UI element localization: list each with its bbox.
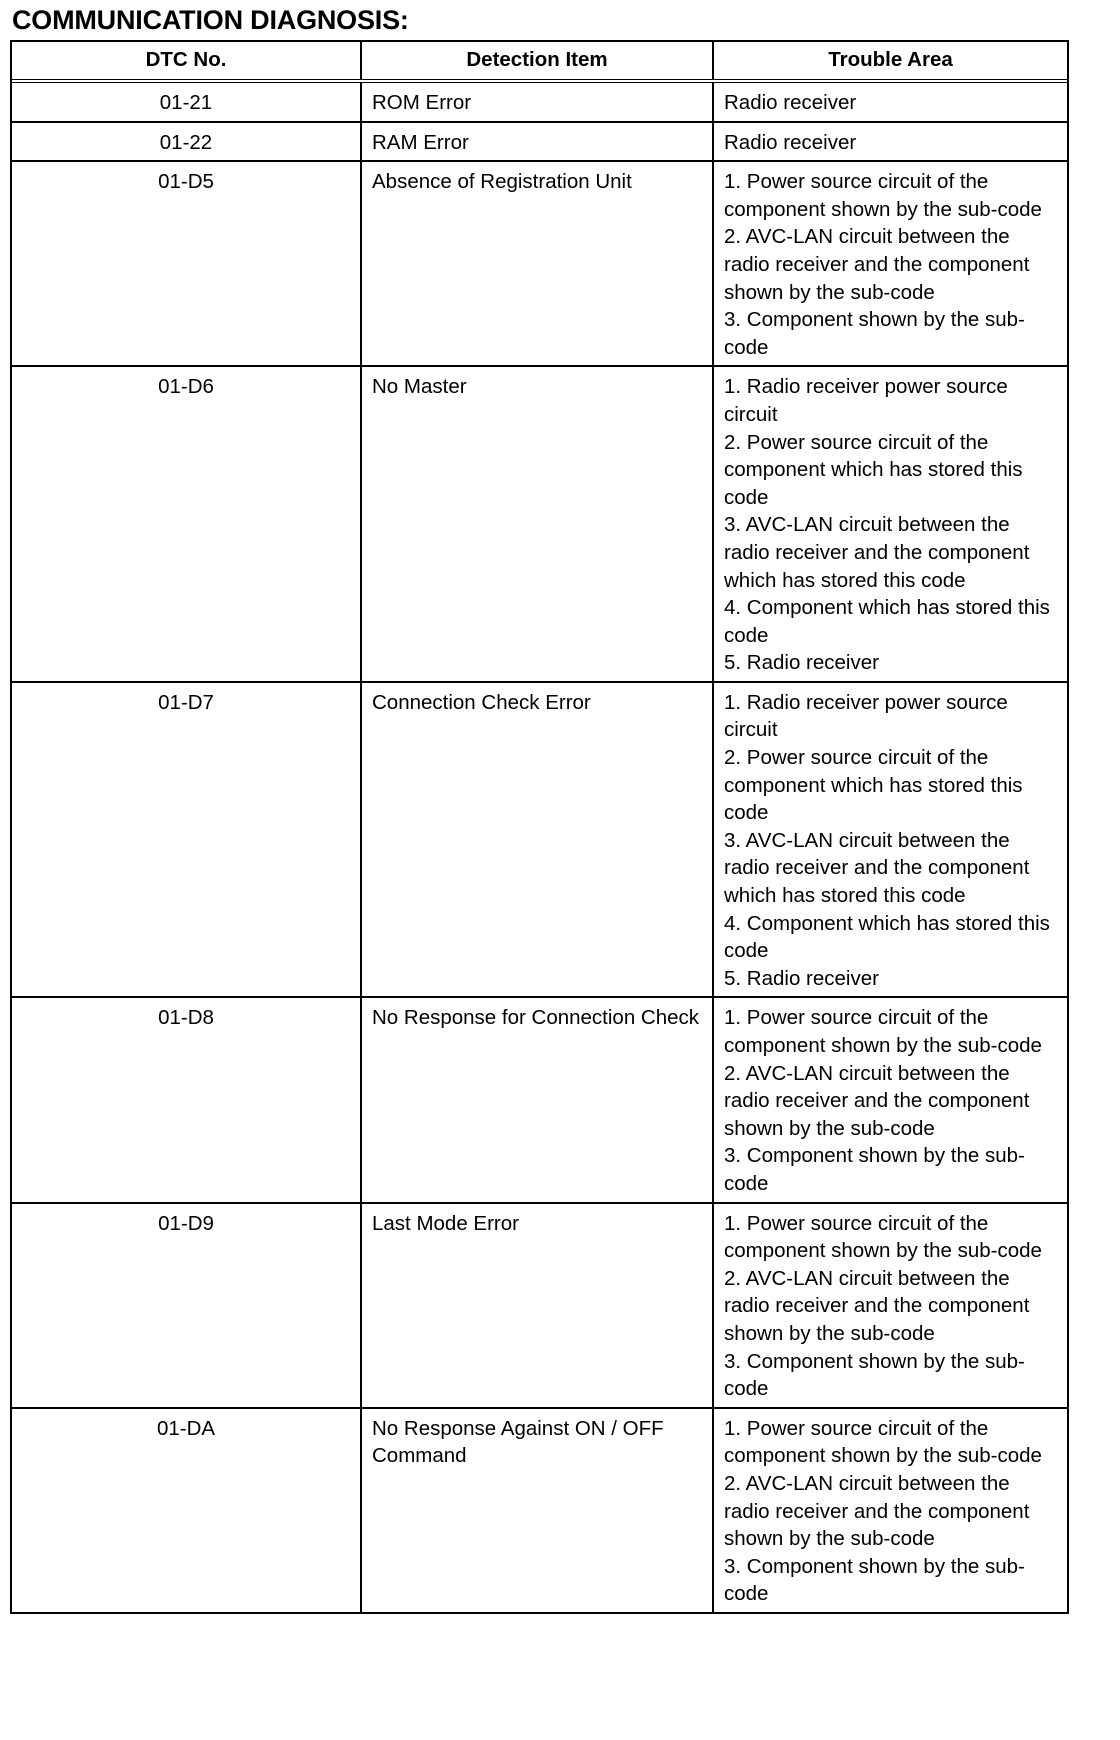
detection-item-cell: No Response for Connection Check [362, 998, 714, 1201]
trouble-area-item: 2. AVC-LAN circuit between the radio receiver and the component shown by the sub-code [724, 1266, 1030, 1345]
trouble-area-item: 3. Component shown by the sub-code [724, 1349, 1025, 1401]
table-header-row [12, 42, 1067, 83]
trouble-area-item: 1. Power source circuit of the component shown by the sub-code [724, 1416, 1042, 1468]
table-body [12, 83, 1067, 1612]
trouble-area-item: 3. Component shown by the sub-code [724, 308, 1025, 359]
trouble-area-item: 3. Component shown by the sub-code [724, 1144, 1025, 1195]
dtc-number-cell: 01-D9 [12, 1204, 362, 1407]
trouble-area-cell [714, 998, 1067, 1201]
header-dtc-no: DTC No. [12, 42, 362, 79]
trouble-area-item: 2. AVC-LAN circuit between the radio receiver and the component shown by the sub-code [724, 1471, 1030, 1551]
trouble-area-item: 5. Radio receiver [724, 651, 879, 675]
trouble-area-cell [714, 1204, 1067, 1407]
trouble-area-item: 2. Power source circuit of the component which has stored this code [724, 746, 1023, 825]
dtc-number-cell: 01-D5 [12, 162, 362, 365]
detection-item-cell: Last Mode Error [362, 1204, 714, 1407]
table-row [12, 121, 1067, 161]
detection-item-cell: No Response Against ON / OFF Command [362, 1409, 714, 1612]
dtc-table [10, 40, 1069, 1614]
table-row [12, 996, 1067, 1201]
trouble-area-item: Radio receiver [724, 130, 857, 154]
dtc-number-cell: 01-22 [12, 123, 362, 161]
dtc-number-cell: 01-21 [12, 83, 362, 121]
trouble-area-item: 3. Component shown by the sub-code [724, 1554, 1025, 1606]
trouble-area-item: 1. Power source circuit of the component shown by the sub-code [724, 1211, 1042, 1263]
table-row [12, 160, 1067, 365]
trouble-area-item: 4. Component which has stored this code [724, 911, 1050, 963]
trouble-area-item: 4. Component which has stored this code [724, 596, 1050, 647]
trouble-area-item: 1. Radio receiver power source circuit [724, 690, 1008, 742]
trouble-area-item: 1. Radio receiver power source circuit [724, 375, 1008, 426]
trouble-area-item: 5. Radio receiver [724, 966, 879, 990]
table-row [12, 681, 1067, 997]
dtc-number-cell: 01-DA [12, 1409, 362, 1612]
dtc-number-cell: 01-D6 [12, 367, 362, 681]
detection-item-cell: Connection Check Error [362, 683, 714, 997]
trouble-area-item: Radio receiver [724, 91, 857, 114]
page-title: COMMUNICATION DIAGNOSIS: [12, 5, 409, 35]
dtc-number-cell: 01-D8 [12, 998, 362, 1201]
header-detection-item: Detection Item [362, 42, 714, 79]
trouble-area-item: 3. AVC-LAN circuit between the radio receiver and the component which has stored this code [724, 828, 1030, 908]
table-row [12, 1407, 1067, 1612]
trouble-area-cell [714, 1409, 1067, 1612]
trouble-area-cell [714, 123, 1067, 161]
trouble-area-item: 2. AVC-LAN circuit between the radio receiver and the component shown by the sub-code [724, 1061, 1030, 1140]
table-row [12, 83, 1067, 121]
trouble-area-item: 1. Power source circuit of the component shown by the sub-code [724, 170, 1042, 221]
table-row [12, 365, 1067, 681]
trouble-area-item: 2. Power source circuit of the component which has stored this code [724, 430, 1023, 509]
trouble-area-item: 2. AVC-LAN circuit between the radio receiver and the component shown by the sub-code [724, 225, 1030, 304]
trouble-area-cell [714, 367, 1067, 681]
trouble-area-item: 1. Power source circuit of the component shown by the sub-code [724, 1006, 1042, 1057]
detection-item-cell: ROM Error [362, 83, 714, 121]
header-trouble-area: Trouble Area [828, 48, 953, 71]
detection-item-cell: Absence of Registration Unit [362, 162, 714, 365]
trouble-area-item: 3. AVC-LAN circuit between the radio receiver and the component which has stored this code [724, 513, 1030, 592]
dtc-number-cell: 01-D7 [12, 683, 362, 997]
detection-item-cell: RAM Error [362, 123, 714, 161]
trouble-area-cell [714, 683, 1067, 997]
trouble-area-cell [714, 162, 1067, 365]
table-row [12, 1202, 1067, 1407]
detection-item-cell: No Master [362, 367, 714, 681]
trouble-area-cell [714, 83, 1067, 121]
